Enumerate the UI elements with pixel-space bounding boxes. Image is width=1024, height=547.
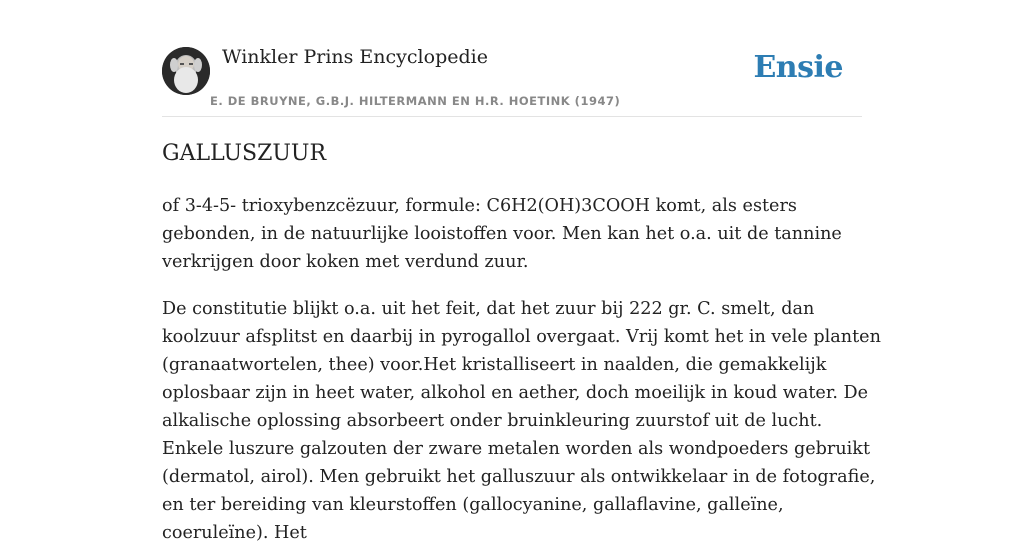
site-title[interactable]: Winkler Prins Encyclopedie [222, 46, 488, 68]
entry-paragraph: De constitutie blijkt o.a. uit het feit, dat het zuur bij 222 gr. C. smelt, dan koolzuur afsplitst en daarbij in pyrogallol overgaat. Vrij komt het in vele planten (granaatwortelen, thee) voor.Het kristalliseert in naalden, die gemakkelijk oplosbaar zijn in heet water, alkohol en aether, doch moeilijk in koud water. De alkalische oplossing absorbeert onder bruinkleuring zuurstof uit de lucht. Enkele luszure galzouten der zware metalen worden als wondpoeders gebruikt (dermatol, airol). Men gebruikt het galluszuur als ontwikkelaar in de fotografie, en ter bereiding van kleurstoffen (gallocyanine, gallaflavine, galleïne, coeruleïne). Het [162, 299, 881, 543]
entry-paragraph: of 3-4-5- trioxybenzcëzuur, formule: C6H2(OH)3COOH komt, als esters gebonden, in de natuurlijke looistoffen voor. Men kan het o.a. uit de tannine verkrijgen door koken met verdund zuur. [162, 196, 842, 272]
author-portrait-icon[interactable] [162, 47, 210, 95]
brand-logo[interactable]: Ensie [753, 50, 843, 85]
site-header [162, 0, 862, 117]
author-byline: E. DE BRUYNE, G.B.J. HILTERMANN EN H.R. HOETINK (1947) [210, 94, 621, 108]
page [162, 0, 881, 543]
entry-title: GALLUSZUUR [162, 141, 327, 166]
